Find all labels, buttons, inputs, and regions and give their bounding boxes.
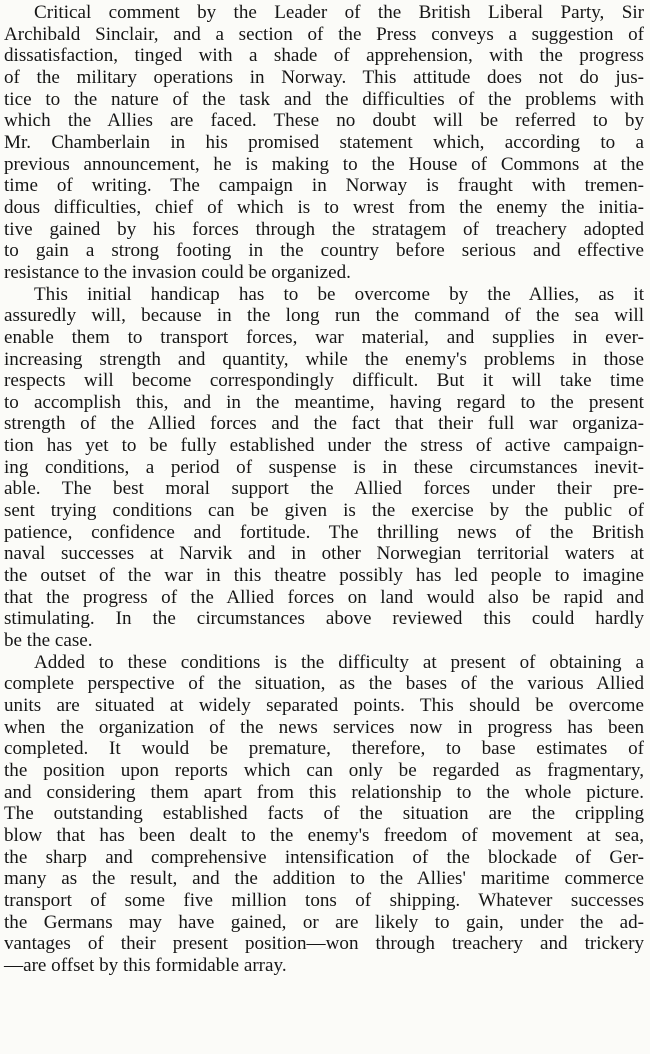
text-line: sent trying conditions can be given is the exercise by the public of: [4, 500, 644, 522]
text-line: to gain a strong footing in the country before serious and effective: [4, 240, 644, 262]
text-line: and considering them apart from this relationship to the whole picture.: [4, 781, 644, 803]
text-line: previous announcement, he is making to the House of Commons at the: [4, 153, 644, 175]
text-line: stimulating. In the circumstances above reviewed this could hardly: [4, 608, 644, 630]
paragraph-2: [4, 284, 644, 652]
text-line: patience, confidence and fortitude. The thrilling news of the British: [4, 521, 644, 543]
text-line: be the case.: [4, 630, 93, 652]
text-line: units are situated at widely separated points. This should be overcome: [4, 695, 644, 716]
text-line: of the military operations in Norway. This attitude does not do jus-: [4, 66, 644, 88]
text-line: complete perspective of the situation, as the bases of the various Allied: [4, 673, 644, 695]
text-line: able. The best moral support the Allied forces under their pre-: [4, 478, 644, 500]
text-line: transport of some five million tons of shipping. Whatever successes: [4, 889, 644, 911]
text-line: dissatisfaction, tinged with a shade of apprehension, with the progress: [4, 45, 644, 67]
text-line: dous difficulties, chief of which is to wrest from the enemy the initia-: [4, 196, 644, 218]
paragraph-3: [4, 652, 644, 977]
text-line: many as the result, and the addition to the Allies' maritime commerce: [4, 868, 644, 890]
text-line: This initial handicap has to be overcome by the Allies, as it: [34, 283, 644, 305]
text-line: which the Allies are faced. These no doubt will be referred to by: [4, 110, 644, 132]
text-line: when the organization of the news services now in progress has been: [4, 716, 644, 738]
text-line: Critical comment by the Leader of the British Liberal Party, Sir: [34, 2, 644, 23]
text-line: time of writing. The campaign in Norway is fraught with tremen-: [4, 175, 644, 197]
text-line: tive gained by his forces through the stratagem of treachery adopted: [4, 218, 644, 240]
text-line: assuredly will, because in the long run the command of the sea will: [4, 305, 644, 327]
text-line: ing conditions, a period of suspense is in these circumstances inevit-: [4, 456, 644, 478]
paragraph-1: [4, 2, 644, 284]
text-line: naval successes at Narvik and in other Norwegian territorial waters at: [4, 543, 644, 565]
text-line: blow that has been dealt to the enemy's freedom of movement at sea,: [4, 824, 644, 846]
text-line: tice to the nature of the task and the difficulties of the problems with: [4, 88, 644, 110]
text-line: that the progress of the Allied forces on land would also be rapid and: [4, 586, 644, 608]
article-body: [4, 2, 644, 977]
text-line: the position upon reports which can only be regarded as fragmentary,: [4, 759, 644, 781]
text-line: —are offset by this formidable array.: [4, 954, 287, 976]
text-line: tion has yet to be fully established under the stress of active campaign-: [4, 435, 644, 457]
text-line: strength of the Allied forces and the fact that their full war organiza-: [4, 413, 644, 435]
text-line: vantages of their present position—won through treachery and trickery: [4, 933, 644, 955]
text-line: Added to these conditions is the difficulty at present of obtaining a: [34, 651, 644, 673]
text-line: Mr. Chamberlain in his promised statement which, according to a: [4, 131, 644, 153]
text-line: enable them to transport forces, war material, and supplies in ever-: [4, 326, 644, 348]
text-line: the sharp and comprehensive intensification of the blockade of Ger-: [4, 846, 644, 868]
text-line: Archibald Sinclair, and a section of the Press conveys a suggestion of: [4, 23, 644, 45]
text-line: increasing strength and quantity, while the enemy's problems in those: [4, 348, 644, 370]
text-line: respects will become correspondingly difficult. But it will take time: [4, 370, 644, 392]
text-line: to accomplish this, and in the meantime, having regard to the present: [4, 391, 644, 413]
text-line: the Germans may have gained, or are likely to gain, under the ad-: [4, 911, 644, 933]
text-line: the outset of the war in this theatre possibly has led people to imagine: [4, 565, 644, 587]
text-line: completed. It would be premature, therefore, to base estimates of: [4, 738, 644, 760]
text-line: The outstanding established facts of the situation are the crippling: [4, 803, 644, 825]
text-line: resistance to the invasion could be organized.: [4, 261, 351, 283]
